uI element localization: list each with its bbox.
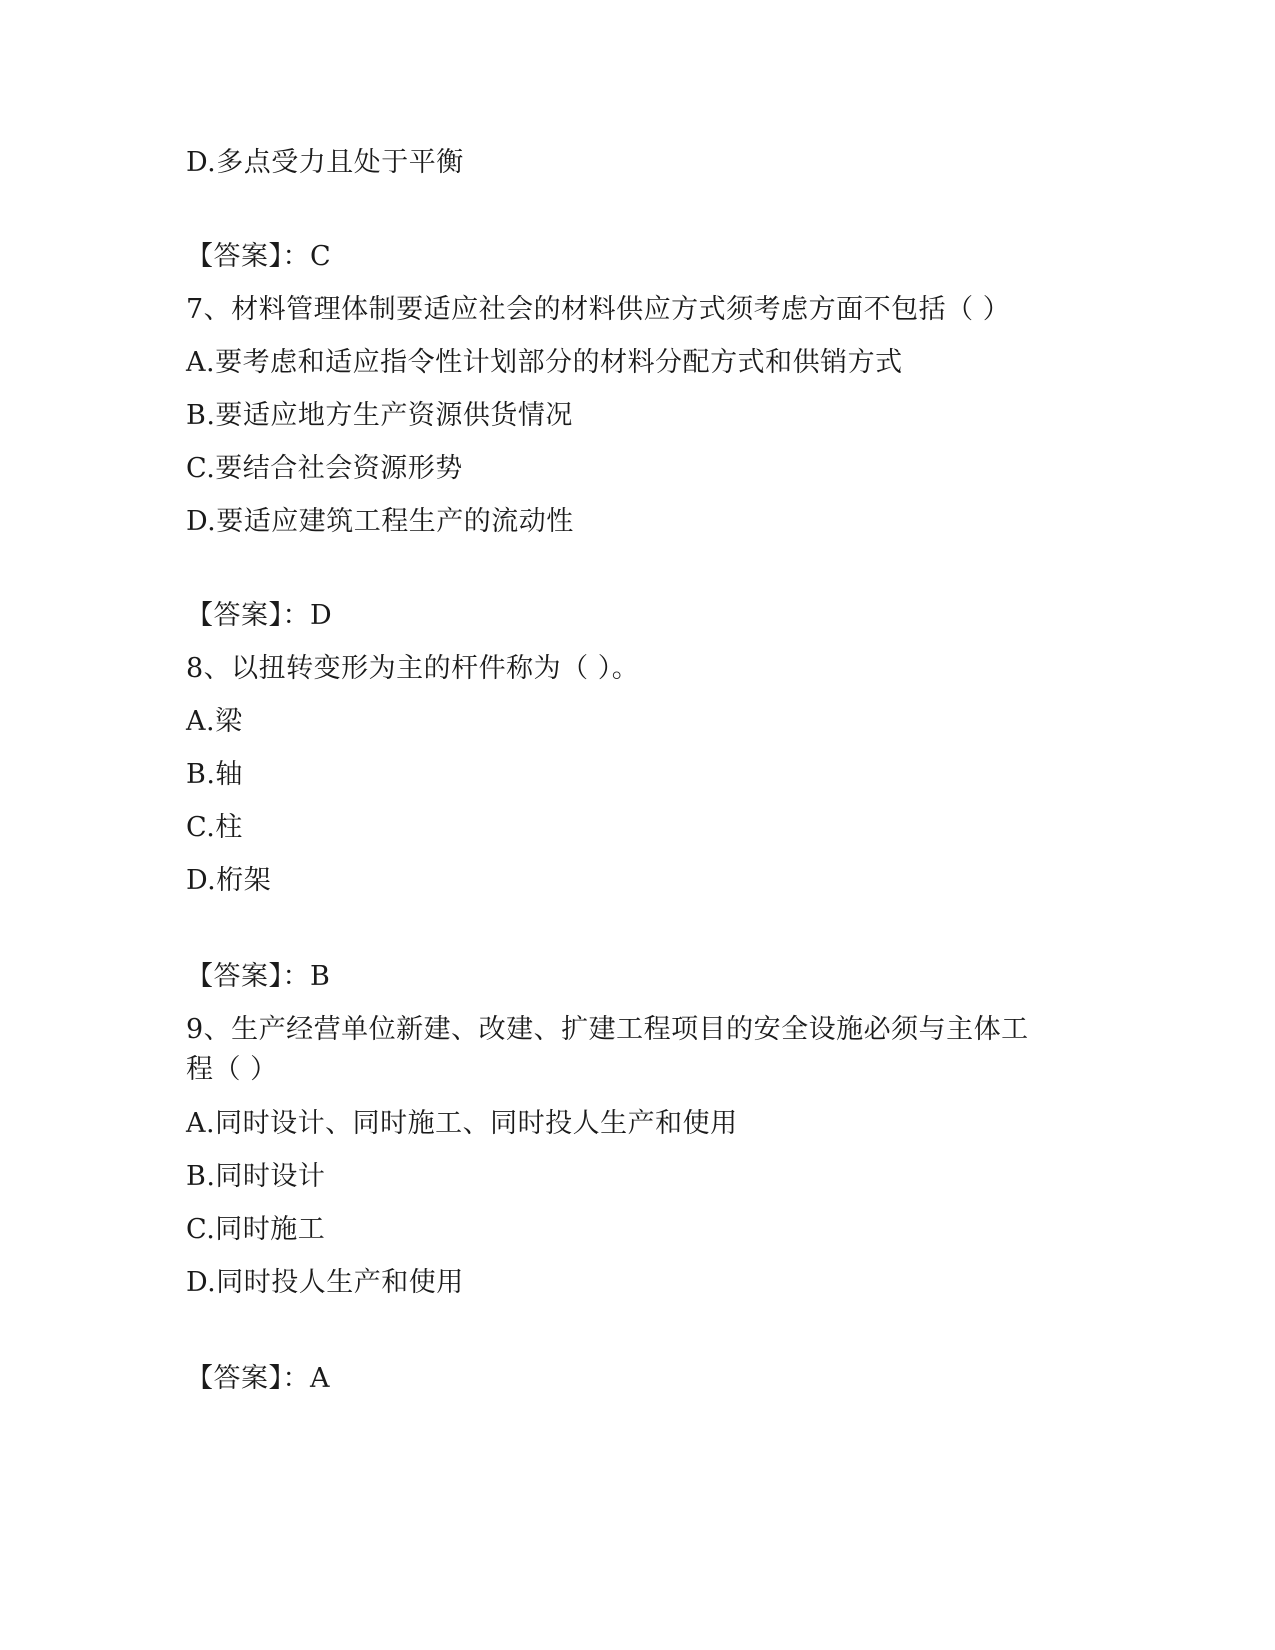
q8-question: 8、以扭转变形为主的杆件称为（ ）。 — [186, 653, 640, 684]
q8-option-d: D.桁架 — [186, 865, 272, 896]
q8-answer: 【答案】：B — [186, 961, 331, 992]
q9-option-c: C.同时施工 — [186, 1214, 326, 1245]
q9-option-b: B.同时设计 — [186, 1161, 326, 1192]
q9-option-d: D.同时投人生产和使用 — [186, 1267, 464, 1298]
q9-question-line1: 9、生产经营单位新建、改建、扩建工程项目的安全设施必须与主体工 — [186, 1014, 1029, 1045]
q8-option-a: A.梁 — [186, 706, 243, 737]
q7-option-b: B.要适应地方生产资源供货情况 — [186, 400, 573, 431]
q7-option-a: A.要考虑和适应指令性计划部分的材料分配方式和供销方式 — [186, 347, 903, 378]
q7-answer: 【答案】：D — [186, 600, 333, 631]
q8-option-c: C.柱 — [186, 812, 243, 843]
q9-question-line2: 程（ ） — [186, 1054, 278, 1085]
q9-answer: 【答案】：A — [186, 1363, 330, 1394]
q8-option-b: B.轴 — [186, 759, 243, 790]
q9-option-a: A.同时设计、同时施工、同时投人生产和使用 — [186, 1108, 738, 1139]
q7-option-d: D.要适应建筑工程生产的流动性 — [186, 506, 574, 537]
q6-answer: 【答案】：C — [186, 241, 332, 272]
q7-option-c: C.要结合社会资源形势 — [186, 453, 463, 484]
q6-option-d: D.多点受力且处于平衡 — [186, 147, 464, 178]
q7-question: 7、材料管理体制要适应社会的材料供应方式须考虑方面不包括（ ） — [186, 294, 1011, 325]
